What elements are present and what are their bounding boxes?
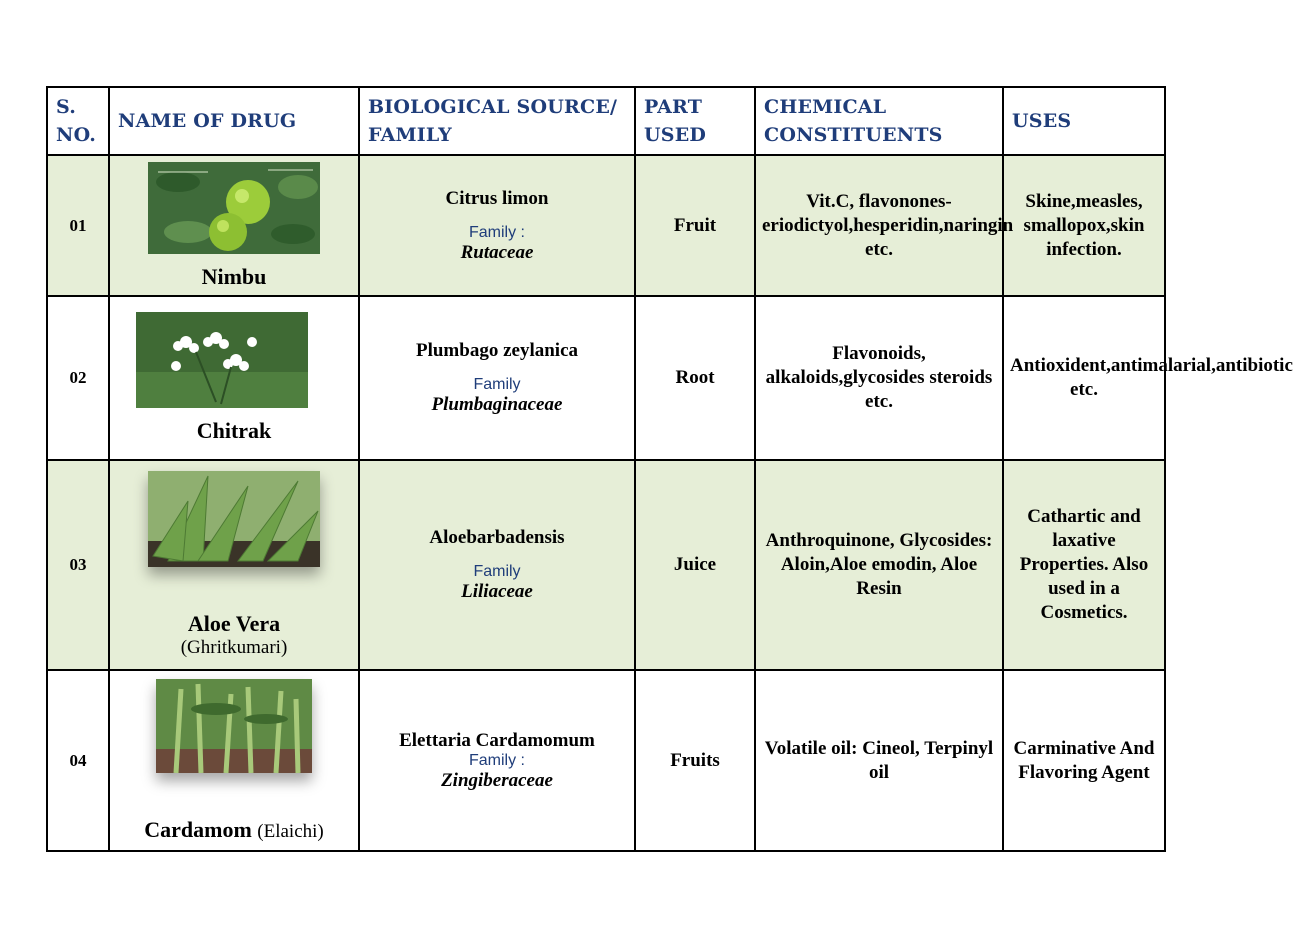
drug-name-cell: [109, 460, 359, 670]
row-sno: 04: [47, 670, 109, 851]
source-cell: [359, 155, 635, 296]
source-name: Elettaria Cardamomum: [399, 729, 595, 751]
lemon-photo: [148, 162, 320, 254]
header-name: NAME OF DRUG: [109, 87, 359, 155]
uses: Skine,measles, smallopox,skin infection.: [1003, 155, 1165, 296]
part-used: Juice: [635, 460, 755, 670]
row-sno: 02: [47, 296, 109, 460]
header-uses: USES: [1003, 87, 1165, 155]
aloe-photo: [148, 471, 320, 567]
white-flower-photo: [136, 312, 308, 408]
chemical-constituents: Volatile oil: Cineol, Terpinyl oil: [755, 670, 1003, 851]
family-label: Family: [473, 376, 521, 393]
header-part: PART USED: [635, 87, 755, 155]
family-label: Family: [473, 563, 521, 580]
drug-alt-name: (Elaichi): [257, 820, 324, 842]
family-label: Family :: [469, 751, 525, 769]
uses: Carminative And Flavoring Agent: [1003, 670, 1165, 851]
header-source: BIOLOGICAL SOURCE/ FAMILY: [359, 87, 635, 155]
part-used: Root: [635, 296, 755, 460]
uses: Antioxident,antimalarial,antibiotic etc.: [1003, 296, 1165, 460]
header-chemical: CHEMICAL CONSTITUENTS: [755, 87, 1003, 155]
chemical-constituents: Flavonoids, alkaloids,glycosides steroids etc.: [755, 296, 1003, 460]
drug-name: Nimbu: [201, 263, 267, 289]
source-name: Aloebarbadensis: [429, 527, 565, 548]
drug-name-text: Cardamom: [144, 816, 252, 842]
source-name: Plumbago zeylanica: [415, 340, 579, 361]
cardamom-plant-photo: [156, 679, 312, 773]
table-row: [47, 296, 1165, 460]
source-name: Citrus limon: [445, 187, 549, 209]
drug-alt-name: (Ghritkumari): [180, 637, 288, 658]
family-name: Rutaceae: [460, 241, 534, 263]
row-sno: 01: [47, 155, 109, 296]
header-row: [47, 87, 1165, 155]
table-row: [47, 460, 1165, 670]
source-cell: [359, 460, 635, 670]
drug-name: Aloe Vera: [187, 611, 281, 636]
drug-table: [46, 86, 1293, 852]
family-name: Plumbaginaceae: [431, 394, 563, 415]
chemical-constituents: Anthroquinone, Glycosides: Aloin,Aloe emodin, Aloe Resin: [755, 460, 1003, 670]
table-row: [47, 155, 1165, 296]
uses: Cathartic and laxative Properties. Also used in a Cosmetics.: [1003, 460, 1165, 670]
chemical-constituents: Vit.C, flavonones-eriodictyol,hesperidin,naringin etc.: [755, 155, 1003, 296]
source-cell: [359, 670, 635, 851]
header-sno: S. NO.: [47, 87, 109, 155]
drug-name: Chitrak: [196, 418, 272, 443]
row-sno: 03: [47, 460, 109, 670]
source-cell: [359, 296, 635, 460]
part-used: Fruit: [635, 155, 755, 296]
part-used: Fruits: [635, 670, 755, 851]
table-row: [47, 670, 1165, 851]
family-name: Liliaceae: [461, 581, 533, 602]
drug-name-cell: [109, 155, 359, 296]
drug-name-cell: [109, 296, 359, 460]
drug-name-cell: [109, 670, 359, 851]
family-name: Zingiberaceae: [441, 769, 553, 791]
drug-name: [110, 817, 358, 843]
family-label: Family :: [469, 223, 525, 241]
